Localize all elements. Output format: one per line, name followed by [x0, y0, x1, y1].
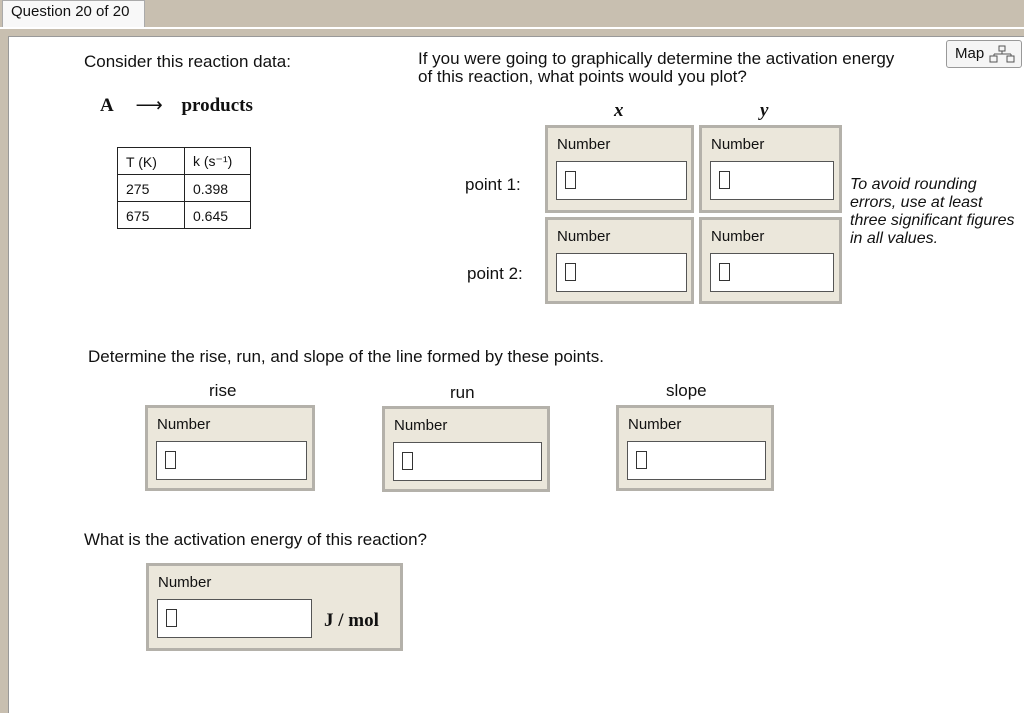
- energy-prompt: What is the activation energy of this reaction?: [84, 530, 428, 549]
- text-cursor: [166, 609, 177, 627]
- field-label: Number: [557, 136, 611, 153]
- field-label: Number: [557, 228, 611, 245]
- plot-question-line1: If you were going to graphically determine the activation energy: [418, 49, 895, 68]
- table-row: [118, 175, 251, 202]
- point2-x-input[interactable]: [556, 253, 687, 292]
- text-cursor: [719, 171, 730, 189]
- run-input[interactable]: [393, 442, 542, 481]
- header-temperature: T (K): [118, 148, 185, 175]
- slope-input[interactable]: [627, 441, 766, 480]
- field-label: Number: [711, 136, 765, 153]
- field-label: Number: [158, 574, 212, 591]
- rise-field: [145, 405, 315, 491]
- field-label: Number: [157, 416, 211, 433]
- table-cell: 0.398: [185, 175, 251, 202]
- plot-question-line2: of this reaction, what points would you plot?: [418, 67, 747, 86]
- field-label: Number: [394, 417, 448, 434]
- tab-divider: [0, 27, 1024, 29]
- field-label: Number: [628, 416, 682, 433]
- rise-label: rise: [209, 381, 237, 400]
- slope-label: slope: [666, 381, 707, 400]
- plot-question: [418, 50, 894, 86]
- intro-text: Consider this reaction data:: [84, 52, 291, 71]
- header-rate-constant: k (s⁻¹): [185, 148, 251, 175]
- map-button[interactable]: [946, 40, 1022, 68]
- run-field: [382, 406, 550, 492]
- table-row: [118, 202, 251, 229]
- point2-y-field: [699, 217, 842, 304]
- energy-units: J / mol: [324, 610, 379, 631]
- energy-field: [146, 563, 403, 651]
- table-cell: 275: [118, 175, 185, 202]
- point2-label: point 2:: [467, 264, 523, 283]
- run-label: run: [450, 383, 475, 402]
- text-cursor: [636, 451, 647, 469]
- table-cell: 0.645: [185, 202, 251, 229]
- question-tab[interactable]: Question 20 of 20: [2, 0, 145, 28]
- x-column-label: x: [614, 100, 624, 121]
- point1-y-field: [699, 125, 842, 213]
- point1-x-input[interactable]: [556, 161, 687, 200]
- point2-x-field: [545, 217, 694, 304]
- data-table: [117, 147, 251, 229]
- y-column-label: y: [760, 100, 769, 121]
- reaction-equation: [100, 94, 253, 117]
- product: products: [181, 95, 253, 116]
- text-cursor: [565, 263, 576, 281]
- field-label: Number: [711, 228, 765, 245]
- reactant: A: [100, 95, 113, 116]
- reaction-arrow: ⟶: [135, 95, 163, 116]
- table-cell: 675: [118, 202, 185, 229]
- energy-input[interactable]: [157, 599, 312, 638]
- rise-input[interactable]: [156, 441, 307, 480]
- point1-y-input[interactable]: [710, 161, 834, 200]
- text-cursor: [165, 451, 176, 469]
- map-button-label: Map: [955, 45, 985, 62]
- point2-y-input[interactable]: [710, 253, 834, 292]
- point1-label: point 1:: [465, 175, 521, 194]
- table-header-row: [118, 148, 251, 175]
- map-icon: [989, 45, 1019, 63]
- text-cursor: [719, 263, 730, 281]
- text-cursor: [402, 452, 413, 470]
- slope-prompt: Determine the rise, run, and slope of the line formed by these points.: [88, 347, 604, 366]
- text-cursor: [565, 171, 576, 189]
- rounding-hint: To avoid rounding errors, use at least three significant figures in all values.: [850, 176, 1015, 247]
- point1-x-field: [545, 125, 694, 213]
- slope-field: [616, 405, 774, 491]
